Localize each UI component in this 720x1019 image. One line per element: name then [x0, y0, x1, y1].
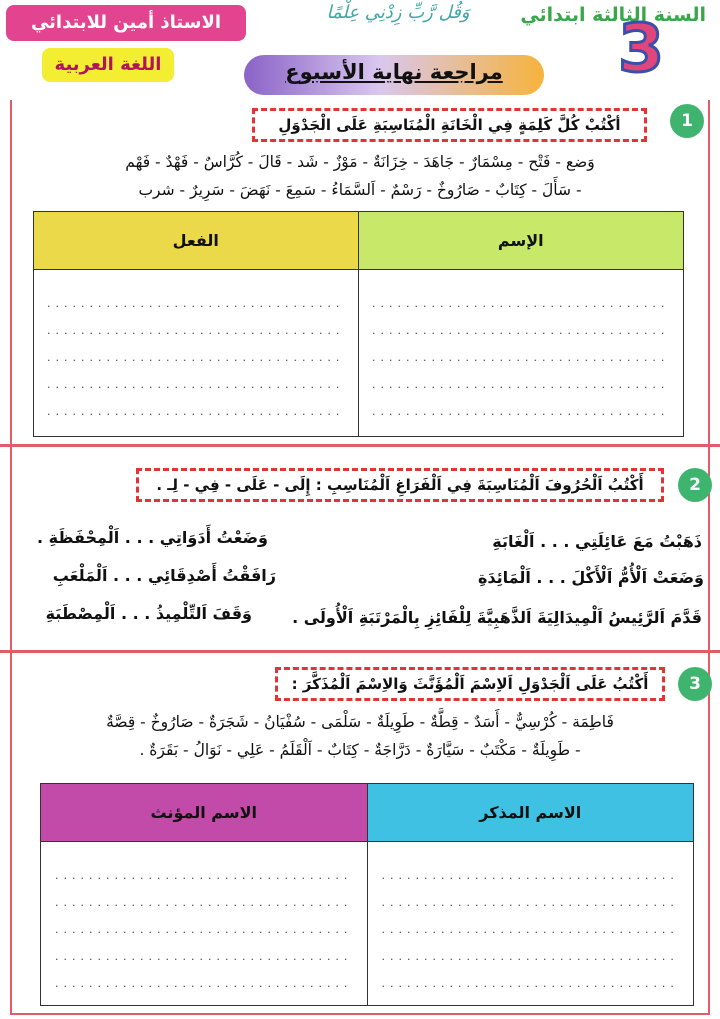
exercise-1-words-line-2: - سَأَلَ - كِتَابٌ - صَارُوخٌ - رَسْمٌ - اَلسَّمَاءُ - سَمِعَ - نَهَضَ - سَرِيرٌ - شرب — [138, 181, 582, 199]
exercise-3-words-line-2: - طَوِيلَةٌ - مَكْتَبٌ - سَيَّارَةٌ - دَرَّاجَةٌ - كِتَابٌ - اَلْقَلَمُ - عَلِي - نَوَالُ - بَقَرَةٌ . — [139, 741, 581, 759]
exercise-2-instruction: أَكْتُبُ اَلْحُرُوفَ اَلْمُنَاسِبَةَ فِي اَلْفَرَاغِ اَلْمُنَاسِبِ : إِلَى - عَلَى - فِي - لِـ . — [136, 468, 664, 502]
feminine-column-header: الاسم المؤنث — [41, 784, 368, 842]
section-separator-2 — [0, 650, 720, 653]
teacher-badge: الاستاذ أمين للابتدائي — [6, 5, 246, 41]
verse-calligraphy: وَقُل رَّبِّ زِدْنِي عِلْمًا — [326, 2, 470, 23]
noun-column-header: الإسم — [358, 212, 684, 270]
masculine-column-header: الاسم المذكر — [367, 784, 694, 842]
section-separator-1 — [0, 444, 720, 447]
masculine-answer-cell[interactable]: ................................... ................................... ................................... ................................... ................................... — [367, 842, 694, 1006]
sentence-4: رَافَقْتُ أَصْدِقَائِي . . . اَلْمَلْعَبِ — [52, 566, 276, 585]
exercise-1-table — [33, 211, 684, 437]
exercise-1-words-line-1: وَضع - فَتْح - مِسْمَارٌ - جَاهَدَ - خِزَانَةٌ - مَوْزٌ - شَد - قَالَ - كُرَّاسٌ - فَهْدٌ - فَهْم — [125, 153, 595, 171]
exercise-3-words-line-1: فَاطِمَة - كُرْسِيٌّ - أَسَدٌ - قِطَّةٌ - طَوِيلَةٌ - سَلْمَى - سُفْيَانُ - شَجَرَةٌ - صَارُوخٌ - قِصَّةٌ — [106, 713, 614, 731]
exercise-3-table — [40, 783, 694, 1006]
feminine-answer-cell[interactable]: ................................... ................................... ................................... ................................... ................................... — [41, 842, 368, 1006]
sentence-6: وَقَفَ اَلتِّلْمِيذُ . . . اَلْمِصْطَبَةِ — [45, 604, 252, 623]
sentence-2: وَضَعْتُ أَدَوَاتِي . . . اَلْمِحْفَظَةِ . — [37, 528, 268, 547]
noun-answer-cell[interactable]: ................................... ................................... ................................... ................................... ................................... — [358, 270, 684, 437]
page-title: مراجعة نهاية الأسبوع — [285, 60, 503, 84]
exercise-1-instruction: أكْتُبْ كُلَّ كَلِمَةٍ فِي الْخَانَةِ الْمُنَاسِبَةِ عَلَى الْجَدْوَلِ — [252, 108, 647, 142]
sentence-3: وَضَعَتْ اَلْأُمُّ اَلْأَكْلَ . . . اَلْمَائِدَةِ — [477, 568, 704, 587]
exercise-2-number: 2 — [678, 468, 712, 502]
grade-number-badge: 3 — [618, 10, 664, 87]
exercise-3-instruction: أَكْتُبُ عَلَى اَلْجَدْوَلِ اَلاِسْمَ اَلْمُؤَنَّثَ وَالاِسْمَ اَلْمُذَكَّرَ : — [275, 667, 665, 701]
verb-answer-cell[interactable]: ................................... ................................... ................................... ................................... ................................... — [34, 270, 359, 437]
exercise-3-number: 3 — [678, 667, 712, 701]
sentence-5: قَدَّمَ اَلرَّئِيسُ اَلْمِيدَالِيَةَ اَلذَّهَبِيَّةَ لِلْفَائِزِ بِالْمَرْتَبَةِ اَلْأُولَى . — [292, 608, 702, 627]
grade-label: السنة الثالثة ابتدائي — [520, 4, 706, 26]
exercise-1-number: 1 — [670, 104, 704, 138]
sentence-1: ذَهَبْتُ مَعَ عَائِلَتِي . . . اَلْغَابَةِ — [492, 532, 702, 551]
verb-column-header: الفعل — [34, 212, 359, 270]
subject-badge: اللغة العربية — [42, 48, 174, 82]
